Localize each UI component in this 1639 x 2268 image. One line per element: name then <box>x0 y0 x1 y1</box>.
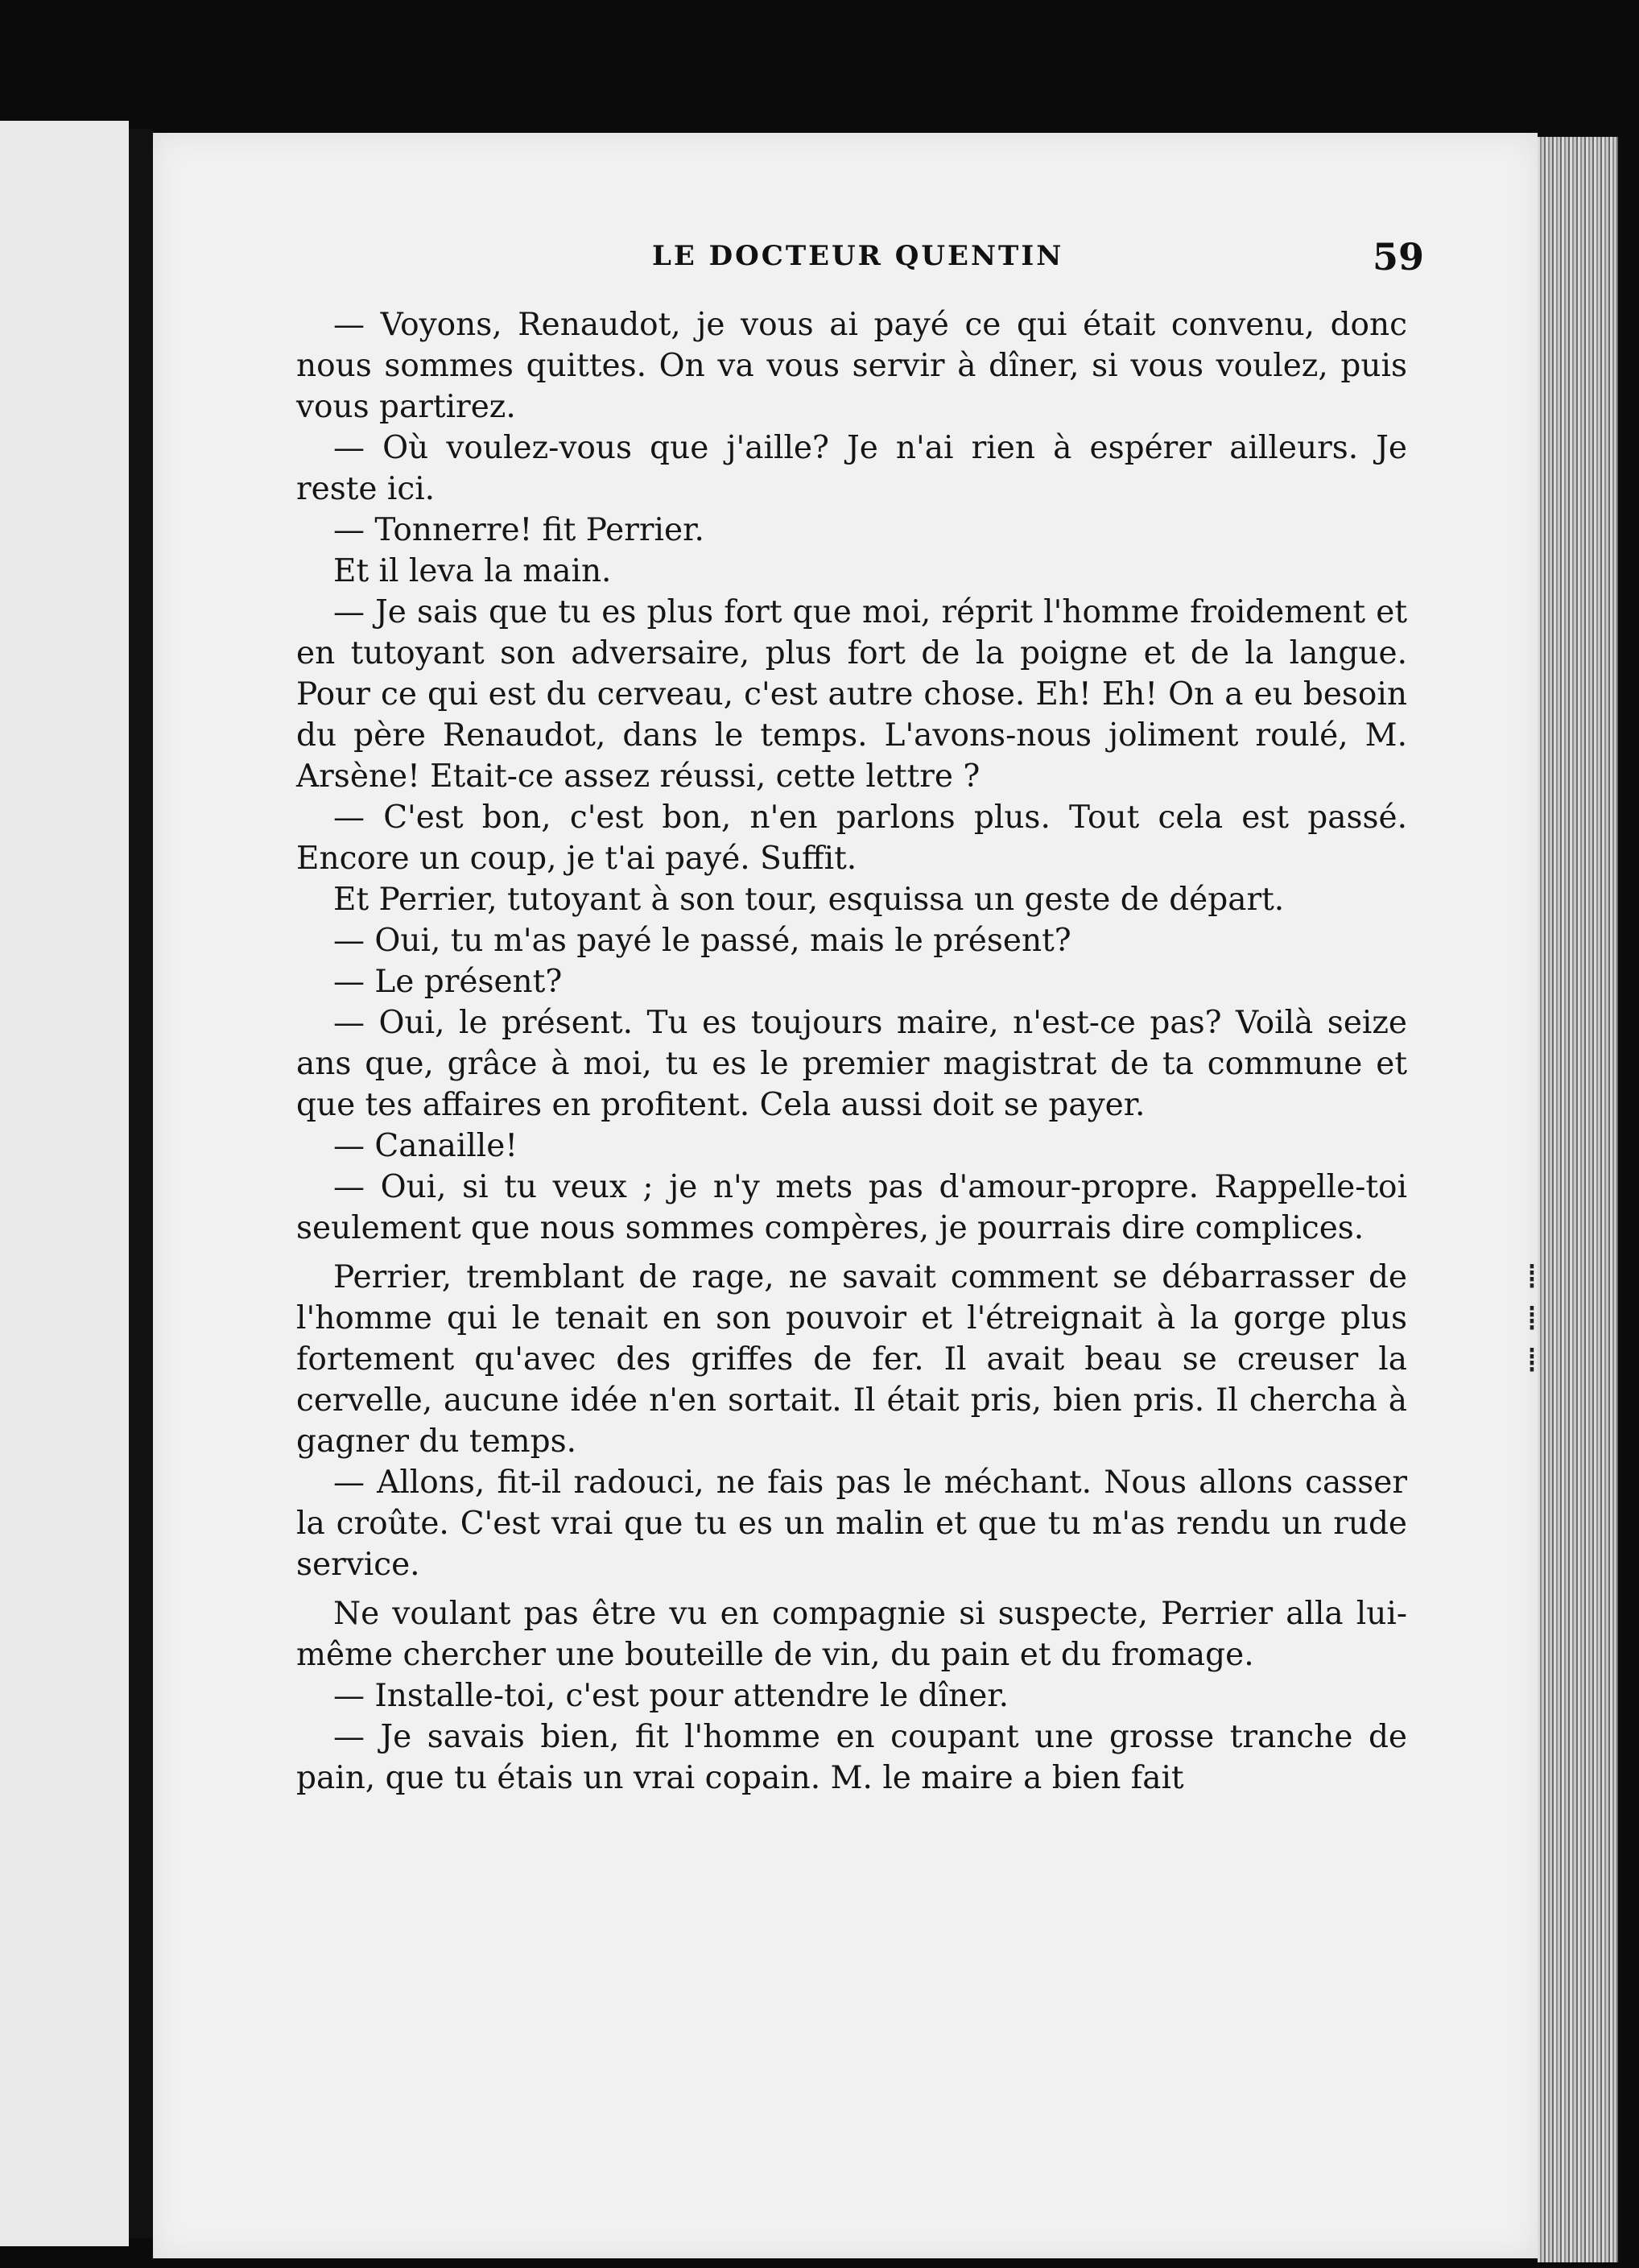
paragraph: — Je sais que tu es plus fort que moi, réprit l'homme froidement et en tutoyant son adversaire, plus fort de la poigne et de la langue. Pour ce qui est du cerveau, c'est autre chose. Eh! Eh! On a eu besoin du père Renaudot, dans le temps. L'avons-nous joliment roulé, M. Arsène! Etait-ce assez réussi, cette lettre ? <box>296 594 1407 795</box>
previous-page-edge <box>0 121 129 2246</box>
paragraph: — Voyons, Renaudot, je vous ai payé ce qui était convenu, donc nous sommes quittes. On va vous servir à dîner, si vous voulez, puis vous partirez. <box>296 307 1407 425</box>
page-number: 59 <box>1373 235 1425 279</box>
paragraph: — Tonnerre! fit Perrier. <box>333 512 704 548</box>
paragraph: Et Perrier, tutoyant à son tour, esquissa un geste de départ. <box>333 882 1285 918</box>
paragraph: — Le présent? <box>333 964 563 1000</box>
paragraph: — Oui, tu m'as payé le passé, mais le présent? <box>333 923 1071 959</box>
body-text <box>296 304 1407 1799</box>
paragraph: — Allons, fit-il radouci, ne fais pas le méchant. Nous allons casser la croûte. C'est vrai que tu es un malin et que tu m'as rendu un rude service. <box>296 1464 1407 1583</box>
running-head-title: LE DOCTEUR QUENTIN <box>652 240 1064 272</box>
paragraph: — Oui, si tu veux ; je n'y mets pas d'amour-propre. Rappelle-toi seulement que nous sommes compères, je pourrais dire complices. <box>296 1169 1407 1246</box>
page-stack-edges <box>1538 137 1618 2262</box>
edge-marks: ⁞ ⁞ ⁞ <box>1526 1256 1538 1381</box>
paragraph: Et il leva la main. <box>333 553 612 589</box>
paragraph: — Canaille! <box>333 1128 518 1164</box>
paragraph: — Où voulez-vous que j'aille? Je n'ai rien à espérer ailleurs. Je reste ici. <box>296 430 1407 507</box>
paragraph: — C'est bon, c'est bon, n'en parlons plus. Tout cela est passé. Encore un coup, je t'ai payé. Suffit. <box>296 799 1407 877</box>
paragraph: — Installe-toi, c'est pour attendre le dîner. <box>333 1678 1009 1714</box>
book-gutter <box>129 129 153 2238</box>
paragraph: Ne voulant pas être vu en compagnie si suspecte, Perrier alla lui-même chercher une bouteille de vin, du pain et du fromage. <box>296 1596 1407 1673</box>
paragraph: — Oui, le présent. Tu es toujours maire, n'est-ce pas? Voilà seize ans que, grâce à moi, tu es le premier magistrat de ta commune et que tes affaires en profitent. Cela aussi doit se payer. <box>296 1005 1407 1123</box>
paragraph: Perrier, tremblant de rage, ne savait comment se débarrasser de l'homme qui le tenait en son pouvoir et l'étreignait à la gorge plus fortement qu'avec des griffes de fer. Il avait beau se creuser la cervelle, aucune idée n'en sortait. Il était pris, bien pris. Il chercha à gagner du temps. <box>296 1259 1407 1460</box>
paragraph: — Je savais bien, fit l'homme en coupant une grosse tranche de pain, que tu étais un vrai copain. M. le maire a bien fait <box>296 1719 1407 1796</box>
running-head <box>153 235 1538 283</box>
